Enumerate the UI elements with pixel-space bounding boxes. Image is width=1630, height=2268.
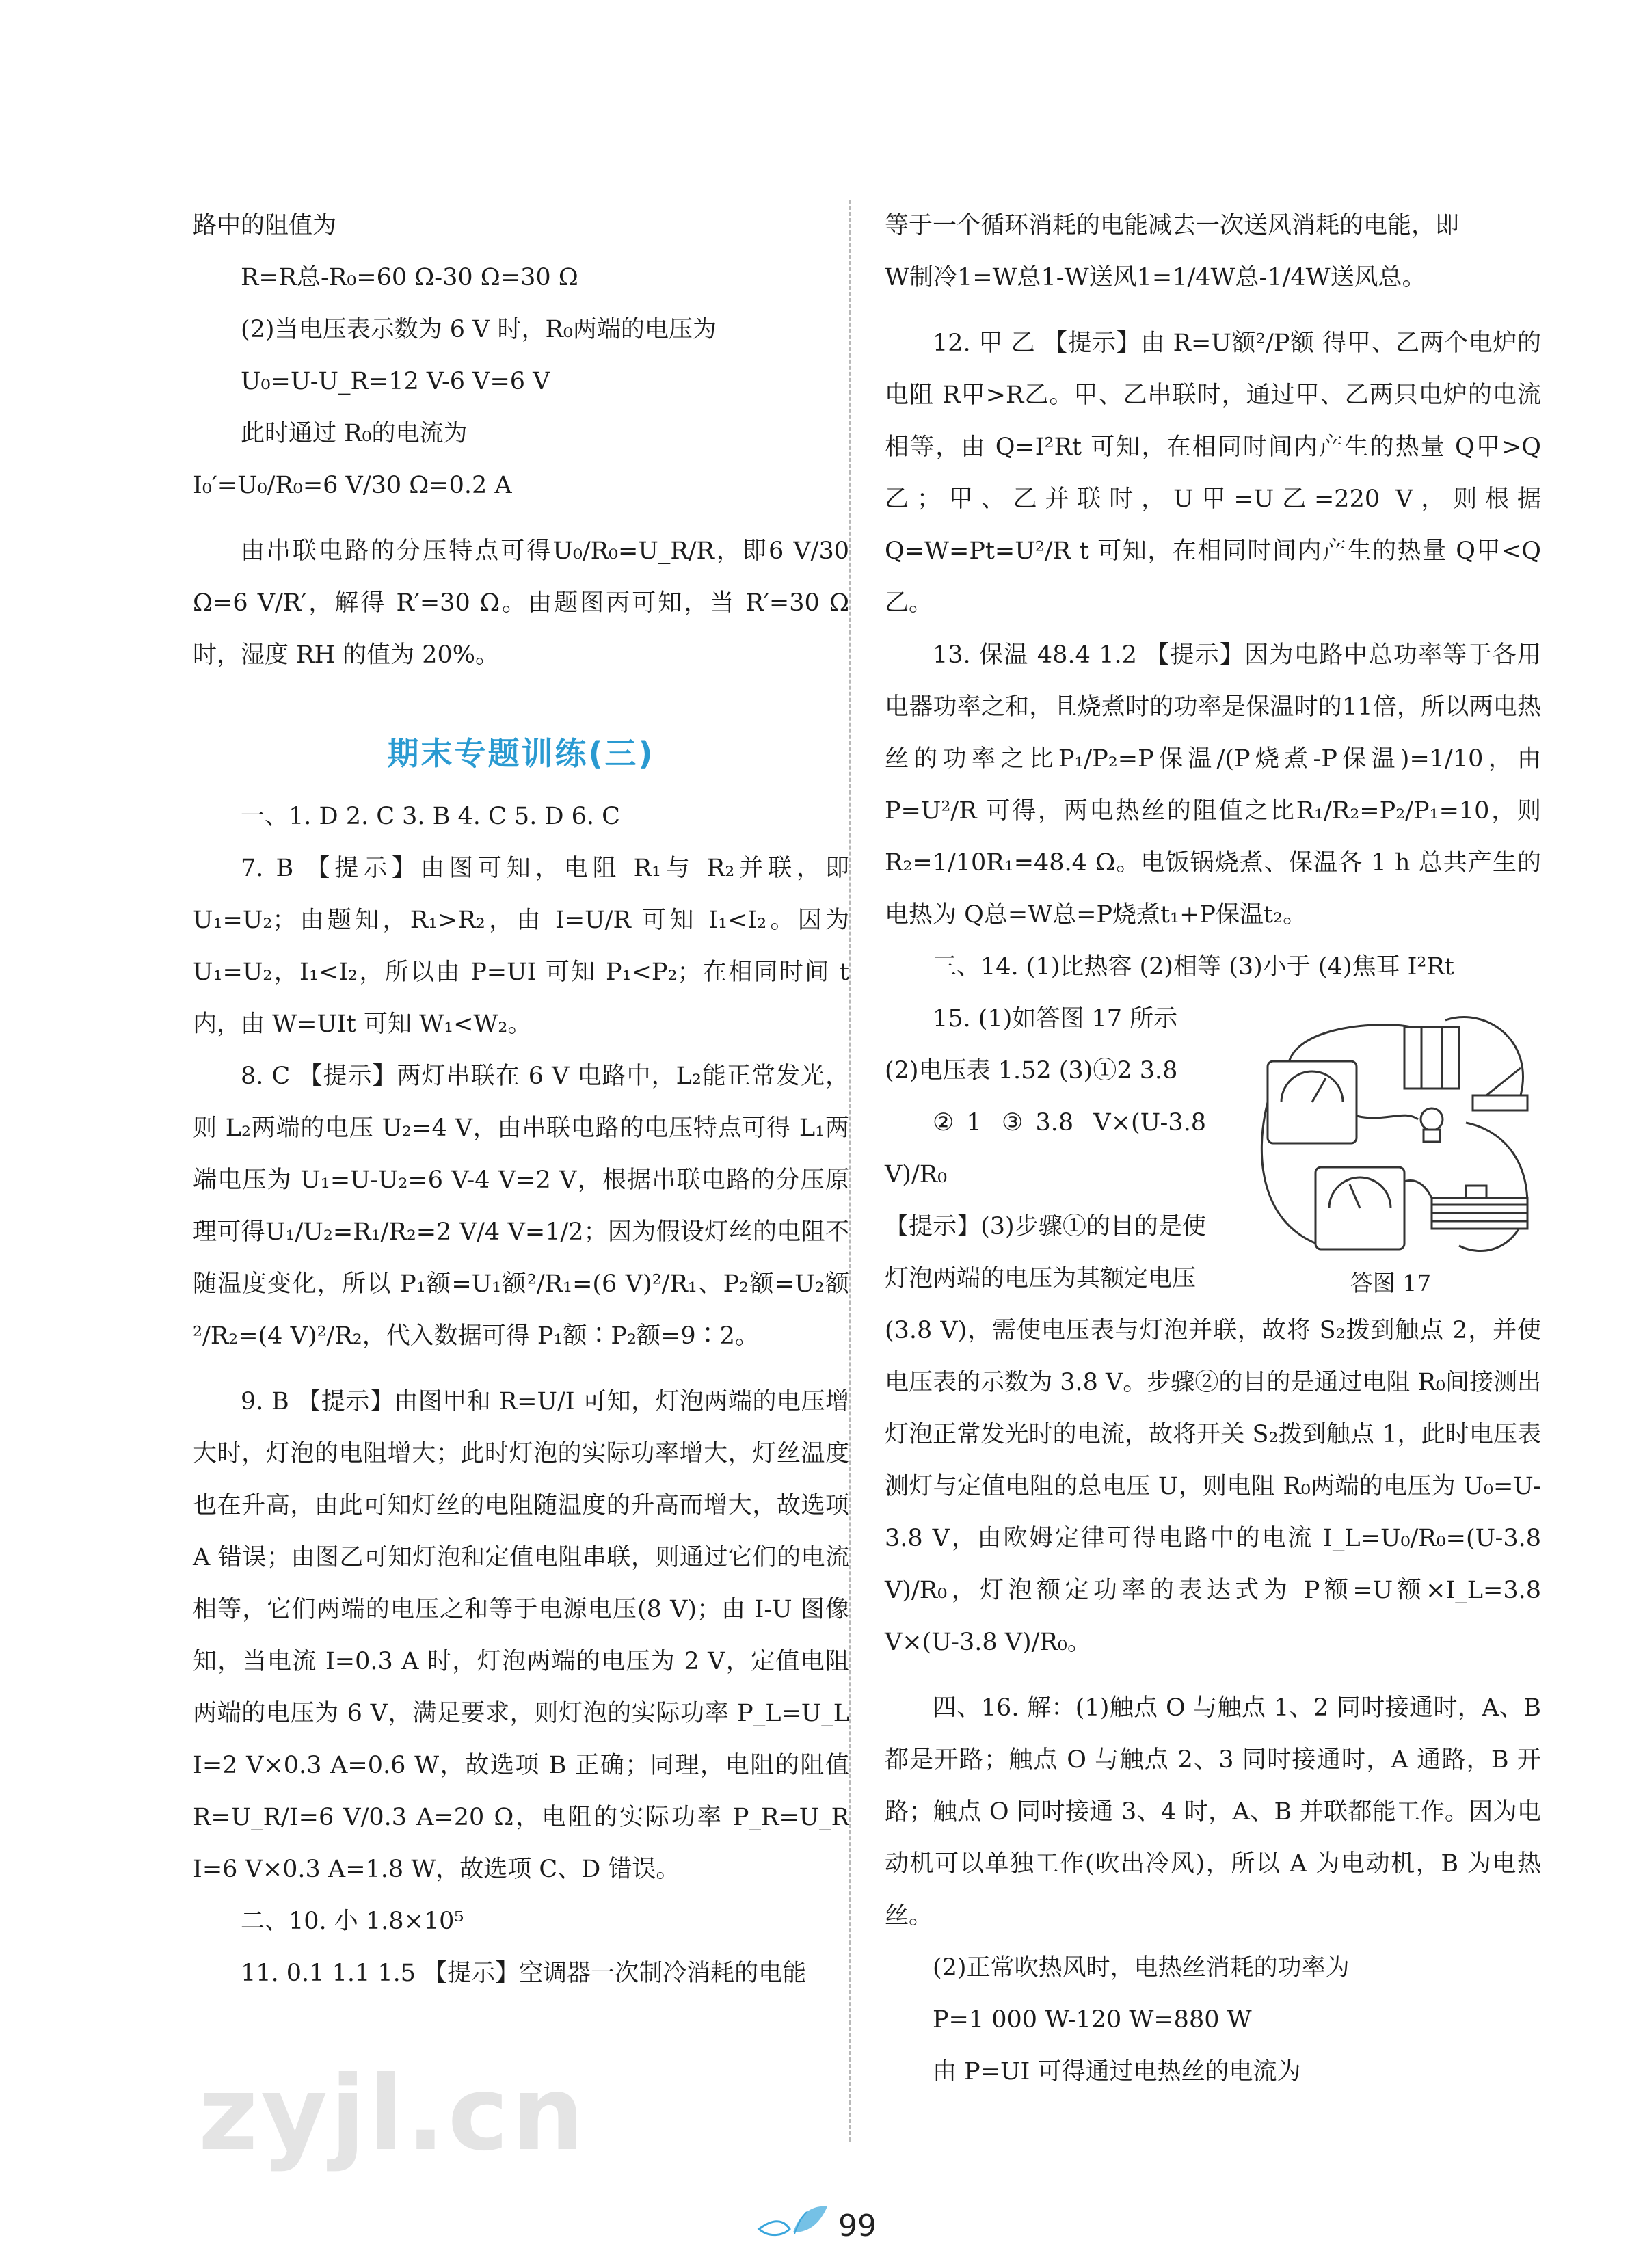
answer-15-explanation: (3.8 V)，需使电压表与灯泡并联，故将 S₂拨到触点 2，并使电压表的示数为 3.8 V。步骤②的目的是通过电阻 R₀间接测出灯泡正常发光时的电流，故将开关 S₂拨到触点 1，此时电压表测灯与定值电阻的总电压 U，则电阻 R₀两端的电压为 U₀=U-3.8 V，由欧姆定律可得电路中的电流 I_L=U₀/R₀=(U-3.8 V)/R₀，灯泡额定功率的表达式为 P额=U额×I_L=3.8 V×(U-3.8 V)/R₀。 — [885, 1317, 1541, 1656]
answer-16-part-3: 由 P=UI 可得通过电热丝的电流为 — [933, 2058, 1301, 2085]
intro-line-5: 此时通过 R₀的电流为 — [241, 420, 468, 447]
column-divider — [849, 200, 851, 2142]
answer-13: 13. 保温 48.4 1.2 【提示】因为电路中总功率等于各用电器功率之和，且烧煮时的功率是保温时的11倍，所以两电热丝的功率之比P₁/P₂=P保温/(P烧煮-P保温)=1/10，由 P=U²/R 可得，两电热丝的阻值之比R₁/R₂=P₂/P₁=10，则 R₂=1/10R₁=48.4 Ω。电饭锅烧煮、保温各 1 h 总共产生的电热为 Q总=W总=P烧煮t₁+P保温t₂。 — [885, 641, 1541, 929]
answer-15-part-3: ②1 ③3.8 V×(U-3.8 V)/R₀ — [885, 1109, 1206, 1188]
circuit-diagram-icon — [1240, 1000, 1541, 1266]
intro-line-1: 路中的阻值为 — [193, 212, 337, 239]
answer-11-equation: W制冷1=W总1-W送风1=1/4W总-1/4W送风总。 — [885, 264, 1426, 291]
answer-14: 三、14. (1)比热容 (2)相等 (3)小于 (4)焦耳 I²Rt — [933, 953, 1454, 980]
figure-caption: 答图 17 — [1350, 1270, 1432, 1296]
answer-15-hint: 【提示】(3)步骤①的目的是使灯泡两端的电压为其额定电压 — [885, 1213, 1206, 1292]
equation-u0: U₀=U-U_R=12 V-6 V=6 V — [241, 368, 550, 395]
section-title: 期末专题训练(三) — [387, 735, 655, 772]
answer-12: 12. 甲 乙 【提示】由 R=U额²/P额 得甲、乙两个电炉的电阻 R甲>R乙。甲、乙串联时，通过甲、乙两只电炉的电流相等，由 Q=I²Rt 可知，在相同时间内产生的热量 Q甲>Q乙；甲、乙并联时，U甲=U乙=220 V，则根据 Q=W=Pt=U²/R t 可知，在相同时间内产生的热量 Q甲<Q乙。 — [885, 330, 1541, 617]
page-number: 99 — [838, 2209, 877, 2243]
leaf-ornament-icon — [752, 2198, 834, 2246]
intro-conclusion: 由串联电路的分压特点可得U₀/R₀=U_R/R，即6 V/30 Ω=6 V/R′，解得 R′=30 Ω。由题图丙可知，当 R′=30 Ω 时，湿度 RH 的值为 20%。 — [193, 537, 849, 669]
answer-16-equation: P=1 000 W-120 W=880 W — [933, 2006, 1252, 2033]
answer-16-part-1: 四、16. 解：(1)触点 O 与触点 1、2 同时接通时，A、B 都是开路；触点 O 与触点 2、3 同时接通时，A 通路，B 开路；触点 O 同时接通 3、4 时，A、B 并联都能工作。因为电动机可以单独工作(吹出冷风)，所以 A 为电动机，B 为电热丝。 — [885, 1694, 1541, 1930]
equation-i0: I₀′=U₀/R₀=6 V/30 Ω=0.2 A — [193, 472, 512, 499]
answer-8: 8. C 【提示】两灯串联在 6 V 电路中，L₂能正常发光，则 L₂两端的电压 U₂=4 V，由串联电路的电压特点可得 L₁两端电压为 U₁=U-U₂=6 V-4 V=2 V，根据串联电路的分压原理可得U₁/U₂=R₁/R₂=2 V/4 V=1/2；因为假设灯丝的电阻不随温度变化，所以 P₁额=U₁额²/R₁=(6 V)²/R₁、P₂额=U₂额²/R₂=(4 V)²/R₂，代入数据可得 P₁额∶P₂额=9∶2。 — [193, 1063, 849, 1350]
answer-16-part-2: (2)正常吹热风时，电热丝消耗的功率为 — [933, 1954, 1350, 1982]
left-column — [193, 200, 849, 1999]
watermark-logo: zyjl.cn — [198, 2055, 587, 2174]
answer-9: 9. B 【提示】由图甲和 R=U/I 可知，灯泡两端的电压增大时，灯泡的电阻增大；此时灯泡的实际功率增大，灯丝温度也在升高，由此可知灯丝的电阻随温度的升高而增大，故选项 A 错误；由图乙可知灯泡和定值电阻串联，则通过它们的电流相等，它们两端的电压之和等于电源电压(8 V)；由 I-U 图像知，当电流 I=0.3 A 时，灯泡两端的电压为 2 V，定值电阻两端的电压为 6 V，满足要求，则灯泡的实际功率 P_L=U_L I=2 V×0.3 A=0.6 W，故选项 B 正确；同理，电阻的阻值 R=U_R/I=6 V/0.3 A=20 Ω，电阻的实际功率 P_R=U_R I=6 V×0.3 A=1.8 W，故选项 C、D 错误。 — [193, 1388, 849, 1883]
intro-line-3: (2)当电压表示数为 6 V 时，R₀两端的电压为 — [241, 316, 717, 343]
answer-11: 11. 0.1 1.1 1.5 【提示】空调器一次制冷消耗的电能 — [241, 1960, 807, 1987]
right-column — [885, 200, 1541, 2098]
answer-15-part-1: 15. (1)如答图 17 所示 — [933, 1005, 1178, 1032]
answer-7: 7. B 【提示】由图可知，电阻 R₁与 R₂并联，即 U₁=U₂；由题知，R₁>R₂，由 I=U/R 可知 I₁<I₂。因为 U₁=U₂，I₁<I₂，所以由 P=UI 可知 P₁<P₂；在相同时间 t 内，由 W=UIt 可知 W₁<W₂。 — [193, 855, 849, 1038]
answer-15-block — [885, 993, 1541, 1305]
answer-11-continued: 等于一个循环消耗的电能减去一次送风消耗的电能，即 — [885, 212, 1460, 239]
answer-15-part-2: (2)电压表 1.52 (3)①2 3.8 — [885, 1057, 1178, 1084]
answer-1-6: 一、1. D 2. C 3. B 4. C 5. D 6. C — [241, 803, 620, 830]
equation-r: R=R总-R₀=60 Ω-30 Ω=30 Ω — [241, 264, 578, 291]
answer-10: 二、10. 小 1.8×10⁵ — [241, 1908, 464, 1935]
circuit-figure — [1240, 1000, 1541, 1294]
